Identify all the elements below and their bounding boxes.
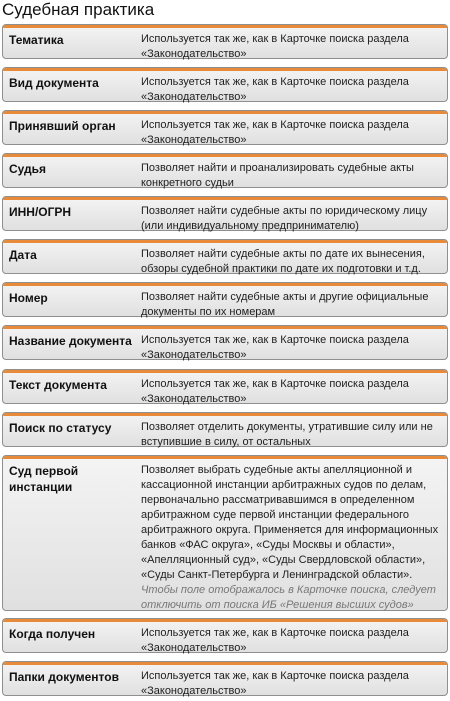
field-label: Папки документов [9, 670, 119, 684]
field-row-poisk-po-statusu [2, 412, 448, 447]
field-label: Поиск по статусу [9, 421, 112, 435]
field-description: Используется так же, как в Карточке поиска раздела «Законодательство» [141, 119, 409, 146]
field-description: Используется так же, как в Карточке поиска раздела «Законодательство» [141, 670, 409, 697]
field-description [141, 463, 441, 613]
field-row-tekst-dokumenta [2, 369, 448, 404]
field-label: ИНН/ОГРН [9, 205, 72, 219]
field-row-inn-ogrn [2, 196, 448, 231]
field-label: Когда получен [9, 627, 96, 641]
field-row-vid-dokumenta [2, 67, 448, 102]
field-description: Позволяет отделить документы, утратившие силу или не вступившие в силу, от остальных [141, 421, 433, 448]
field-row-papki-dokumentov [2, 661, 448, 696]
field-description: Позволяет найти и проанализировать судебные акты конкретного судьи [141, 162, 414, 189]
field-label: Тематика [9, 33, 64, 47]
field-row-data [2, 239, 448, 274]
field-description: Позволяет найти судебные акты по юридическому лицу (или индивидуальному предпринимателю) [141, 205, 428, 232]
field-description: Позволяет найти судебные акты по дате их вынесения, обзоры судебной практики по дате их подготовки и т.д. [141, 248, 425, 275]
field-description: Используется так же, как в Карточке поиска раздела «Законодательство» [141, 76, 409, 103]
field-row-sudya [2, 153, 448, 188]
field-label: Принявший орган [9, 119, 116, 133]
field-description: Используется так же, как в Карточке поиска раздела «Законодательство» [141, 378, 409, 405]
field-row-kogda-poluchen [2, 618, 448, 653]
field-row-nomer [2, 282, 448, 317]
field-label: Вид документа [9, 76, 99, 90]
field-label: Судья [9, 162, 47, 176]
field-row-tematika [2, 24, 448, 59]
field-note: Чтобы поле отображалось в Карточке поиска, следует отключить от поиска ИБ «Решения высших судов» [141, 584, 436, 611]
field-description: Используется так же, как в Карточке поиска раздела «Законодательство» [141, 33, 409, 60]
field-row-nazvanie-dokumenta [2, 325, 448, 360]
field-label: Текст документа [9, 378, 107, 392]
field-description: Позволяет найти судебные акты и другие официальные документы по их номерам [141, 291, 429, 318]
field-description: Используется так же, как в Карточке поиска раздела «Законодательство» [141, 334, 409, 361]
page-title: Судебная практика [2, 0, 155, 19]
field-label: Суд первой инстанции [9, 464, 79, 494]
field-description: Используется так же, как в Карточке поиска раздела «Законодательство» [141, 627, 409, 654]
field-label: Дата [9, 248, 37, 262]
field-row-sud-pervoy-instancii [2, 455, 448, 611]
field-label: Название документа [9, 334, 132, 348]
field-description-text: Позволяет выбрать судебные акты апелляционной и кассационной инстанции арбитражных судов по делам, первоначально рассматривавшимся в определенном арбитражном суде первой инстанции федерального арбитражного округа. Применяется для информационных банков «ФАС округа», «Суды Москвы и области», «Апелляционный суд», «Суды Свердловской области», «Суды Санкт-Петербурга и Ленинградской области». [141, 464, 439, 581]
field-row-prinyavshiy-organ [2, 110, 448, 145]
field-label: Номер [9, 291, 48, 305]
